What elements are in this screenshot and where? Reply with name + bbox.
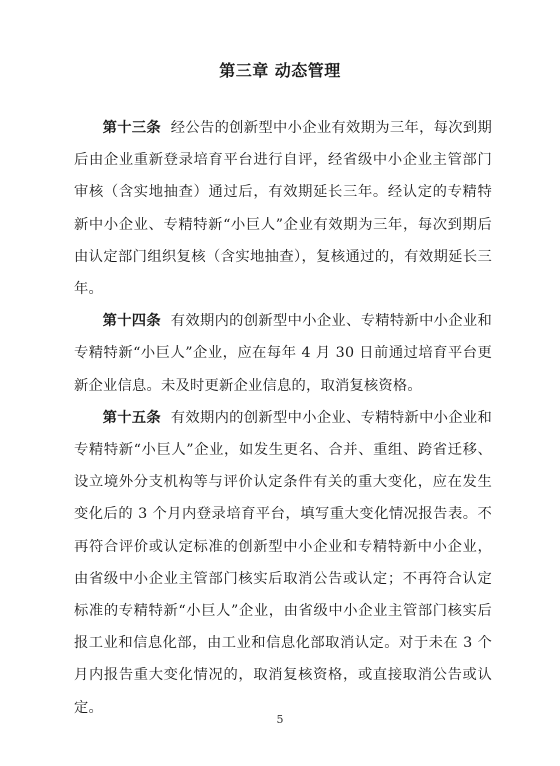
chapter-title: 第三章 动态管理: [219, 61, 341, 80]
article-15-paragraph: [74, 402, 492, 724]
article-13-text: 经公告的创新型中小企业有效期为三年，每次到期后由企业重新登录培育平台进行自评，经省级中小企业主管部门审核（含实地抽查）通过后，有效期延长三年。经认定的专精特新中小企业、专精特新“小巨人”企业有效期为三年，每次到期后由认定部门组织复核（含实地抽查），复核通过的，有效期延长三年。: [74, 120, 492, 298]
article-13-paragraph: [74, 112, 492, 305]
article-15-number: 第十五条: [102, 409, 162, 426]
article-15-text: 有效期内的创新型中小企业、专精特新中小企业和专精特新“小巨人”企业，如发生更名、合并、重组、跨省迁移、设立境外分支机构等与评价认定条件有关的重大变化，应在发生变化后的 3 个月内登录培育平台，填写重大变化情况报告表。不再符合评价或认定标准的创新型中小企业和专精特新中小企业，由省级中小企业主管部门核实后取消公告或认定；不再符合认定标准的专精特新“小巨人”企业，由省级中小企业主管部门核实后报工业和信息化部，由工业和信息化部取消认定。对于未在 3 个月内报告重大变化情况的，取消复核资格，或直接取消公告或认定。: [74, 409, 492, 716]
page-number: 5: [276, 713, 284, 726]
body-text: [74, 112, 492, 724]
article-14-text: 有效期内的创新型中小企业、专精特新中小企业和专精特新“小巨人”企业，应在每年 4 月 30 日前通过培育平台更新企业信息。未及时更新企业信息的，取消复核资格。: [74, 313, 492, 394]
article-13-number: 第十三条: [102, 120, 162, 136]
article-14-paragraph: [74, 305, 492, 402]
article-14-number: 第十四条: [102, 313, 162, 330]
